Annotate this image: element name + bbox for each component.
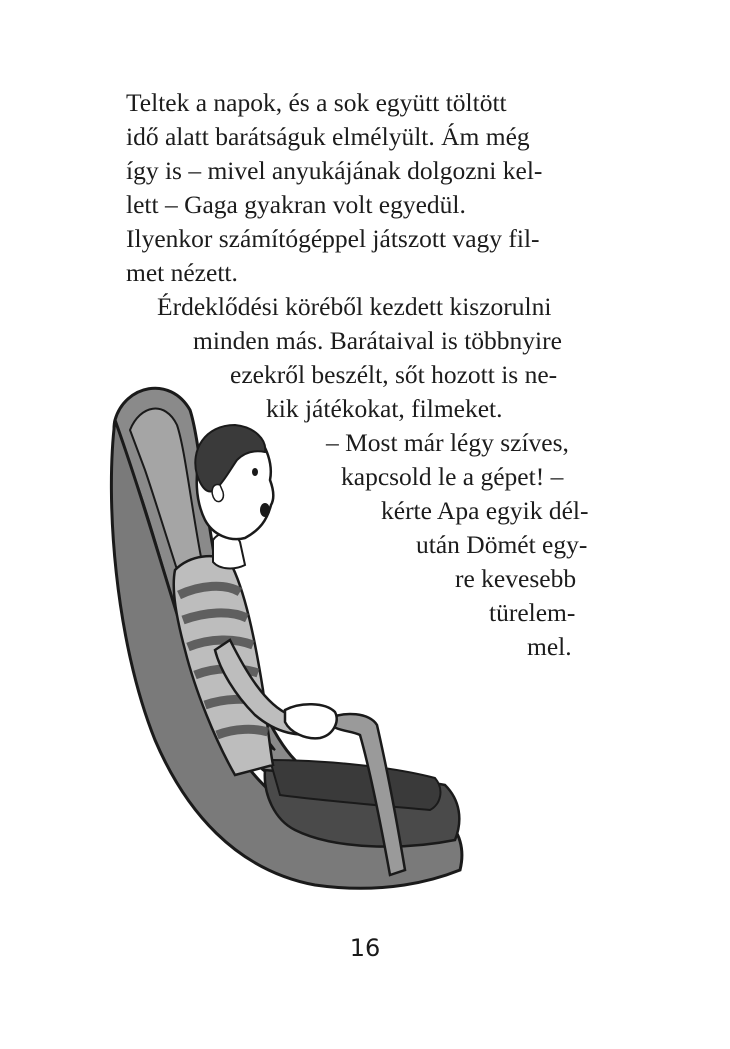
page-number: 16	[349, 934, 381, 962]
text-line: Érdeklődési köréből kezdett kiszorulni	[157, 292, 552, 321]
text-line: met nézett.	[126, 258, 238, 287]
text-line: re kevesebb	[455, 564, 577, 593]
text-line: után Dömét egy-	[416, 530, 588, 559]
text-line: kik játékokat, filmeket.	[266, 394, 503, 423]
text-line: mel.	[527, 632, 572, 661]
text-line: – Most már légy szíves,	[326, 428, 569, 457]
text-line: lett – Gaga gyakran volt egyedül.	[126, 190, 466, 219]
text-line: türelem-	[489, 598, 576, 627]
text-line: idő alatt barátságuk elmélyült. Ám még	[126, 122, 530, 151]
text-line: minden más. Barátaival is többnyire	[193, 326, 562, 355]
text-line: kérte Apa egyik dél-	[381, 496, 589, 525]
text-line: Teltek a napok, és a sok együtt töltött	[126, 88, 507, 117]
text-line: így is – mivel anyukájának dolgozni kel-	[126, 156, 543, 185]
text-line: ezekről beszélt, sőt hozott is ne-	[230, 360, 558, 389]
text-line: Ilyenkor számítógéppel játszott vagy fil-	[126, 224, 540, 253]
text-line: kapcsold le a gépet! –	[341, 462, 564, 491]
